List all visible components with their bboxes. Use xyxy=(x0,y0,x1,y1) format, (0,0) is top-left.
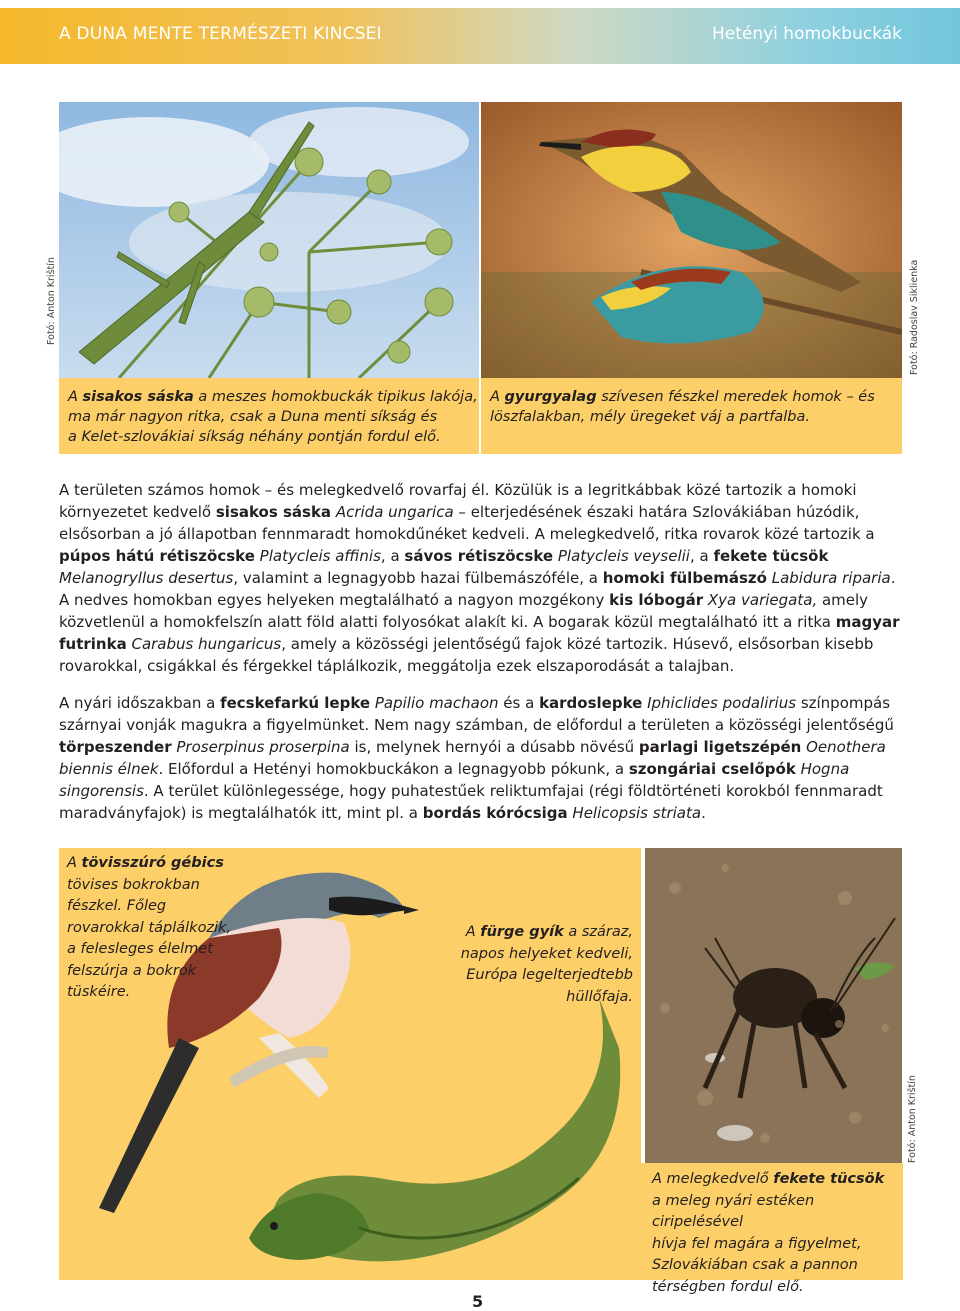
species-name: magyar futrinka xyxy=(59,613,900,653)
latin-name: Oenothera biennis élnek xyxy=(59,738,886,778)
latin-name: Platycleis veyselii xyxy=(553,547,690,565)
species-name: sávos rétiszöcske xyxy=(404,547,554,565)
text-run: színpompás szárnyai vonják magukra a figyelmünket. Nem nagy számban, de előfordul a területen a közösségi jelentőségű xyxy=(59,694,894,734)
text-run: A területen számos homok – és melegkedvelő rovarfaj él. Közülük is a legritkábbak közé tartozik a homoki környezetet kedvelő xyxy=(59,481,857,521)
caption-line: a felesleges élelmet xyxy=(67,941,213,957)
species-name: sisakos sáska xyxy=(215,503,332,521)
species-name: bordás kórócsiga xyxy=(422,804,568,822)
caption-line: fészkel. Főleg xyxy=(67,898,167,914)
latin-name: Melanogryllus desertus xyxy=(59,569,234,587)
caption-species-name: sisakos sáska xyxy=(82,389,194,405)
text-run: . A terület különlegessége, hogy puhatestűek reliktumfajai (régi földtörténeti korokból fennmaradt maradványfajok) is megtalálhatók itt, mint pl. a xyxy=(59,782,883,822)
photo-credit-right-top: Fotó: Radoslav Siklienka xyxy=(909,259,920,375)
species-name: törpeszender xyxy=(59,738,172,756)
caption-line: löszfalakban, mély üregeket váj a partfalba. xyxy=(490,409,810,425)
caption-line: a meleg nyári estéken ciripelésével xyxy=(652,1192,815,1230)
photo-credit-right-bottom: Fotó: Anton Krištín xyxy=(907,1075,918,1163)
caption-text: A xyxy=(490,389,505,405)
bee-eater-photo xyxy=(481,102,902,378)
caption-line: hüllőfaja. xyxy=(566,988,633,1005)
species-name: fekete tücsök xyxy=(713,547,829,565)
caption-text: a meszes homokbuckák tipikus lakója, xyxy=(193,389,478,405)
latin-name: Platycleis affinis xyxy=(254,547,381,565)
text-run: és a xyxy=(498,694,540,712)
caption-text: A melegkedvelő xyxy=(652,1171,774,1187)
species-name: parlagi ligetszépén xyxy=(638,738,802,756)
caption-line: térségben fordul elő. xyxy=(652,1278,804,1295)
photo-credit-left-top: Fotó: Anton Krištín xyxy=(46,257,57,345)
species-name: homoki fülbemászó xyxy=(602,569,767,587)
text-run: . Előfordul a Hetényi homokbuckákon a legnagyobb pókunk, a xyxy=(158,760,629,778)
lizard-illustration xyxy=(249,998,620,1261)
page-number: 5 xyxy=(472,1292,484,1311)
grasshopper-caption xyxy=(59,378,479,454)
caption-line: ma már nagyon ritka, csak a Duna menti síkság és xyxy=(68,409,438,425)
latin-name: Helicopsis striata xyxy=(567,804,702,822)
caption-text: A xyxy=(465,924,481,940)
caption-species-name: fekete tücsök xyxy=(773,1171,885,1187)
caption-line: tüskéire. xyxy=(67,984,131,1000)
species-name: fecskefarkú lepke xyxy=(220,694,371,712)
latin-name: Acrida ungarica xyxy=(331,503,454,521)
species-name: kardoslepke xyxy=(539,694,643,712)
text-run: , a xyxy=(380,547,405,565)
page-header-band xyxy=(0,8,960,64)
text-run: , amely a közösségi jelentőségű fajok közé tartozik. Húsevő, elsősorban kisebb rovarokkal, csigákkal és férgekkel táplálkozik, meggátolja ezek elszaporodását a talajban. xyxy=(59,635,874,675)
caption-text: A xyxy=(68,389,83,405)
header-page-title: Hetényi homokbuckák xyxy=(711,24,902,44)
caption-species-name: gyurgyalag xyxy=(504,389,597,405)
grasshopper-photo xyxy=(59,102,479,378)
species-name: szongáriai cselőpók xyxy=(628,760,796,778)
text-run: . xyxy=(701,804,706,822)
latin-name: Proserpinus proserpina xyxy=(171,738,350,756)
header-section-title: A DUNA MENTE TERMÉSZETI KINCSEI xyxy=(59,24,382,44)
caption-text: A xyxy=(67,855,82,871)
text-run: A nyári időszakban a xyxy=(59,694,221,712)
caption-line: rovarokkal táplálkozik, xyxy=(67,919,232,936)
caption-line: napos helyeket kedveli, xyxy=(460,945,633,962)
caption-text: szívesen fészkel meredek homok – és xyxy=(596,389,875,405)
caption-line: a Kelet-szlovákiai síkság néhány pontján fordul elő. xyxy=(68,429,441,445)
bee-eater-caption xyxy=(481,378,902,454)
article-body xyxy=(59,479,902,839)
cricket-caption xyxy=(641,1163,903,1295)
caption-line: Szlovákiában csak a pannon xyxy=(652,1257,858,1273)
caption-species-name: tövisszúró gébics xyxy=(81,855,224,871)
caption-line: hívja fel magára a figyelmet, xyxy=(652,1235,862,1252)
latin-name: Iphiclides podalirius xyxy=(642,694,797,712)
paragraph-insects xyxy=(59,479,902,677)
text-run: , a xyxy=(689,547,714,565)
latin-name: Labidura riparia xyxy=(766,569,891,587)
caption-line: tövises bokrokban xyxy=(67,876,200,893)
text-run: . A nedves homokban egyes helyeken megtalálható a nagyon mozgékony xyxy=(59,569,896,609)
latin-name: Xya variegata, xyxy=(703,591,818,609)
paragraph-butterflies xyxy=(59,692,902,824)
lizard-caption xyxy=(458,922,633,1008)
shrike-caption xyxy=(67,853,247,1004)
species-name: púpos hátú rétiszöcske xyxy=(59,547,255,565)
text-run: amely közvetlenül a homokfelszín alatt föld alatti folyosókat alakít ki. A bogarak közül megtalálható itt a ritka xyxy=(59,591,869,631)
caption-line: felszúrja a bokrok xyxy=(67,962,197,979)
text-run: , valamint a legnagyobb hazai fülbemászóféle, a xyxy=(233,569,603,587)
caption-line: Európa legelterjedtebb xyxy=(466,967,633,983)
caption-text: a száraz, xyxy=(563,924,633,940)
text-run: – elterjedésének északi határa Szlovákiában húzódik, elsősorban a jó állapotban fennmaradt homokdűnéket kedveli. A melegkedvelő, ritka rovarok közé tartozik a xyxy=(59,503,875,543)
species-name: kis lóbogár xyxy=(609,591,704,609)
cricket-photo xyxy=(645,848,902,1163)
latin-name: Hogna singorensis xyxy=(59,760,850,800)
latin-name: Papilio machaon xyxy=(370,694,499,712)
latin-name: Carabus hungaricus xyxy=(126,635,282,653)
text-run: is, melynek hernyói a dúsabb növésű xyxy=(349,738,639,756)
caption-species-name: fürge gyík xyxy=(480,924,564,940)
